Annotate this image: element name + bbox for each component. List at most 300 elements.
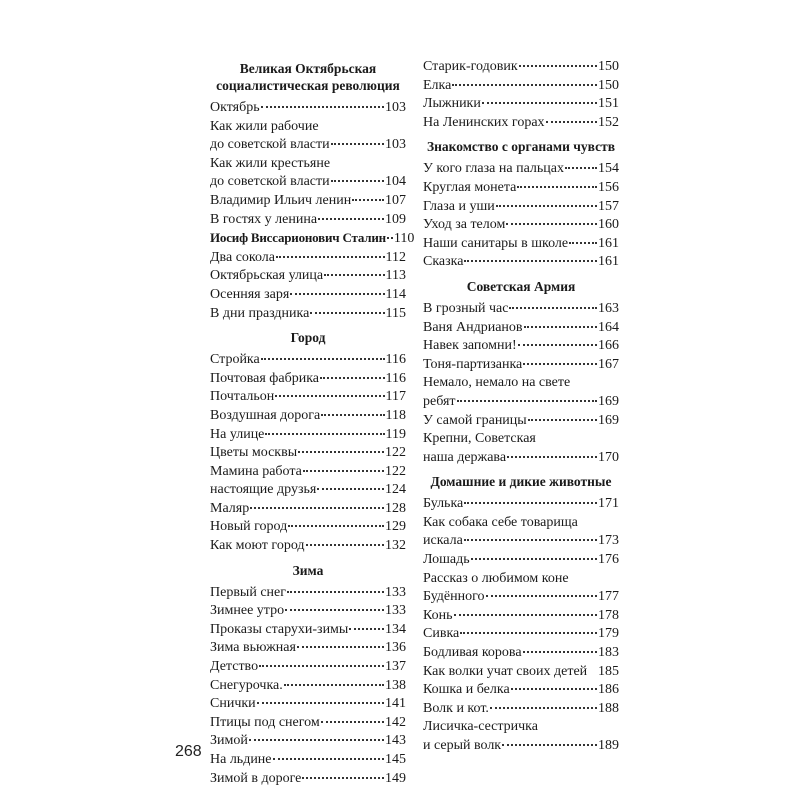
dot-leader — [464, 260, 597, 262]
entry-row — [210, 584, 406, 603]
entry-row — [423, 551, 619, 570]
dot-leader — [290, 293, 384, 295]
entry-page-number: 115 — [385, 305, 406, 321]
entry-title: Сказка — [423, 254, 464, 270]
entry-title: Новый город — [210, 519, 288, 535]
entry-row — [423, 95, 619, 114]
toc-entry — [423, 514, 619, 551]
entry-page-number: 116 — [385, 370, 406, 386]
entry-row — [423, 114, 619, 133]
dot-leader — [523, 651, 597, 653]
entry-title: Октябрь — [210, 100, 260, 115]
page-number: 268 — [175, 743, 202, 760]
toc-entry — [210, 621, 406, 640]
entry-row — [423, 644, 619, 663]
toc-entry — [423, 644, 619, 663]
dot-leader — [276, 256, 385, 258]
entry-title: искала — [423, 533, 463, 549]
entry-page-number: 160 — [598, 217, 619, 233]
dot-leader — [352, 199, 384, 201]
entry-row — [210, 211, 406, 230]
entry-page-number: 178 — [598, 607, 619, 623]
dot-leader — [324, 274, 384, 276]
entry-row — [210, 99, 406, 118]
toc-entry — [210, 99, 406, 118]
entry-row — [210, 658, 406, 677]
entry-title: В дни праздника — [210, 305, 310, 321]
entry-title: Почтовая фабрика — [210, 370, 320, 386]
entry-page-number: 129 — [385, 519, 406, 535]
dot-leader — [546, 121, 597, 123]
toc-entry — [423, 700, 619, 719]
entry-row — [423, 337, 619, 356]
entry-page-number: 177 — [598, 589, 619, 605]
toc-entry — [423, 77, 619, 96]
entry-row — [210, 192, 406, 211]
entry-title: настоящие друзья — [210, 482, 317, 498]
entry-title: В гостях у ленина — [210, 211, 318, 227]
dot-leader — [275, 395, 384, 397]
dot-leader — [288, 525, 384, 527]
dot-leader — [317, 488, 384, 490]
entry-title: Владимир Ильич ленин — [210, 192, 352, 208]
dot-leader — [249, 739, 384, 741]
dot-leader — [259, 665, 384, 667]
entry-row — [210, 770, 406, 789]
dot-leader — [523, 363, 597, 365]
entry-row — [210, 444, 406, 463]
dot-leader — [565, 167, 597, 169]
toc-entry — [210, 370, 406, 389]
section-heading: Домашние и дикие животные — [430, 474, 612, 490]
toc-entry — [210, 602, 406, 621]
entry-page-number: 183 — [598, 645, 619, 661]
toc-entry — [423, 718, 619, 755]
entry-page-number: 186 — [598, 682, 619, 698]
toc-entry — [210, 658, 406, 677]
entry-row — [423, 235, 619, 254]
entry-title: Лошадь — [423, 552, 470, 568]
entry-title: Конь — [423, 607, 453, 623]
toc-entry — [423, 551, 619, 570]
entry-title: Старик-годовик — [423, 59, 518, 74]
entry-page-number: 114 — [385, 286, 406, 302]
entry-title: ребят — [423, 393, 456, 409]
entry-row — [210, 286, 406, 305]
dot-leader — [302, 777, 384, 779]
entry-title: Первый снег — [210, 584, 286, 600]
entry-page-number: 138 — [385, 677, 406, 693]
entry-row — [210, 388, 406, 407]
entry-row — [210, 370, 406, 389]
entry-page-number: 188 — [598, 700, 619, 716]
toc-entry — [423, 253, 619, 272]
entry-page-number: 152 — [598, 114, 619, 130]
entry-row — [423, 77, 619, 96]
dot-leader — [273, 758, 384, 760]
entry-title: Зимой в дороге — [210, 770, 302, 786]
dot-leader — [509, 307, 597, 309]
entry-page-number: 113 — [385, 268, 406, 284]
entry-row — [423, 588, 619, 607]
entry-title-line1: Немало, немало на свете — [423, 375, 571, 391]
entry-page-number: 119 — [385, 426, 406, 442]
toc-entry — [423, 198, 619, 217]
dot-leader — [261, 106, 384, 108]
toc-entry — [423, 412, 619, 431]
entry-title: Мамина работа — [210, 463, 302, 479]
entry-page-number: 164 — [598, 319, 619, 335]
dot-leader — [518, 344, 597, 346]
entry-page-number: 163 — [598, 300, 619, 316]
dot-leader — [464, 539, 597, 541]
entry-title: В грозный час — [423, 300, 509, 316]
dot-leader — [524, 326, 597, 328]
entry-title: Зима вьюжная — [210, 640, 296, 656]
entry-title: Зимнее утро — [210, 603, 285, 619]
entry-title: Уход за телом — [423, 217, 506, 233]
toc-entry — [210, 267, 406, 286]
toc-entry — [210, 500, 406, 519]
entry-page-number: 149 — [385, 770, 406, 786]
toc-entry — [210, 407, 406, 426]
entry-page-number: 132 — [385, 538, 406, 554]
dot-leader — [502, 744, 597, 746]
entry-title: Проказы старухи-зимы — [210, 621, 349, 637]
entry-row — [210, 695, 406, 714]
entry-page-number: 116 — [385, 352, 406, 368]
entry-title: На льдине — [210, 752, 272, 767]
toc-entry — [210, 444, 406, 463]
dot-leader — [387, 237, 393, 239]
entry-row — [210, 677, 406, 696]
toc-entry — [210, 770, 406, 789]
entry-row — [210, 537, 406, 556]
toc-entry — [423, 337, 619, 356]
entry-row — [210, 407, 406, 426]
entry-row — [423, 179, 619, 198]
entry-row — [210, 481, 406, 500]
dot-leader — [528, 419, 597, 421]
toc-entry — [423, 681, 619, 700]
entry-title-line1: Как жили рабочие — [210, 118, 319, 134]
dot-leader — [349, 628, 384, 630]
toc-entry — [210, 426, 406, 445]
entry-page-number: 189 — [598, 738, 619, 753]
section-heading: Великая Октябрьская социалистическая революция — [216, 61, 400, 93]
entry-title: Осенняя заря — [210, 286, 290, 302]
toc-left-column — [210, 58, 415, 788]
entry-page-number: 137 — [385, 659, 406, 675]
entry-title: Два сокола — [210, 249, 276, 265]
toc-entry — [210, 677, 406, 696]
entry-page-number: 166 — [598, 338, 619, 354]
entry-row — [210, 639, 406, 658]
entry-row — [210, 732, 406, 751]
entry-row — [423, 319, 619, 338]
entry-page-number: 142 — [385, 714, 406, 730]
dot-leader — [287, 591, 384, 593]
entry-title: Глаза и уши — [423, 198, 495, 214]
entry-row — [423, 737, 619, 756]
dot-leader — [506, 223, 597, 225]
dot-leader — [257, 702, 384, 704]
entry-title: Снегурочка. — [210, 677, 283, 693]
entry-page-number: 122 — [385, 445, 406, 461]
dot-leader — [284, 684, 384, 686]
dot-leader — [519, 65, 597, 67]
dot-leader — [496, 205, 597, 207]
dot-leader — [482, 102, 597, 104]
dot-leader — [471, 558, 597, 560]
entry-page-number: 157 — [598, 198, 619, 214]
entry-page-number: 171 — [598, 496, 619, 512]
entry-page-number: 154 — [598, 161, 619, 177]
entry-title: Тоня-партизанка — [423, 356, 523, 372]
entry-page-number: 173 — [598, 533, 619, 549]
entry-row — [423, 253, 619, 272]
entry-title-line1: Как собака себе товарища — [423, 514, 578, 530]
entry-title: Будённого — [423, 589, 485, 605]
entry-title: Бодливая корова — [423, 645, 522, 661]
entry-title: Как волки учат своих детей — [423, 663, 588, 679]
entry-title-line1: Рассказ о любимом коне — [423, 570, 569, 586]
entry-page-number: 136 — [385, 640, 406, 656]
dot-leader — [331, 143, 384, 145]
entry-title: Лыжники — [423, 96, 481, 112]
toc-entry — [423, 570, 619, 607]
dot-leader — [321, 721, 384, 723]
entry-row — [423, 607, 619, 626]
dot-leader — [321, 414, 384, 416]
toc-entry — [210, 518, 406, 537]
entry-page-number: 133 — [385, 584, 406, 600]
toc-entry — [210, 584, 406, 603]
dot-leader — [331, 180, 384, 182]
section-heading: Зима — [292, 562, 324, 578]
entry-title-line1: Лисичка-сестричка — [423, 719, 538, 735]
section-heading: Город — [290, 330, 326, 346]
entry-title: Волк и кот. — [423, 700, 489, 716]
entry-title: до советской власти — [210, 174, 330, 190]
entry-title-line1: Как жили крестьяне — [210, 155, 331, 171]
toc-entry — [423, 114, 619, 133]
entry-row — [423, 625, 619, 644]
entry-page-number: 167 — [598, 356, 619, 372]
entry-title: Навек запомни! — [423, 338, 517, 354]
entry-title: У самой границы — [423, 412, 527, 428]
entry-row — [210, 267, 406, 286]
entry-title: Зимой — [210, 733, 248, 749]
entry-row — [423, 412, 619, 431]
entry-page-number: 109 — [385, 211, 406, 227]
entry-row — [423, 198, 619, 217]
entry-page-number: 117 — [385, 389, 406, 405]
entry-row — [423, 160, 619, 179]
entry-page-number: 103 — [385, 137, 406, 153]
entry-title: Стройка — [210, 352, 260, 368]
entry-page-number: 185 — [598, 663, 619, 679]
dot-leader — [464, 502, 597, 504]
entry-title: до советской власти — [210, 137, 330, 153]
toc-entry — [423, 300, 619, 319]
entry-page-number: 176 — [598, 552, 619, 568]
dot-leader — [490, 707, 597, 709]
entry-page-number: 141 — [385, 696, 406, 712]
entry-title: На Ленинских горах — [423, 114, 545, 130]
dot-leader — [261, 358, 385, 360]
toc-entry — [423, 663, 619, 682]
dot-leader — [569, 242, 597, 244]
entry-page-number: 156 — [598, 179, 619, 195]
entry-row — [423, 700, 619, 719]
entry-title: Иосиф Виссарионович Сталин — [210, 230, 386, 246]
toc-entry — [210, 388, 406, 407]
entry-title: и серый волк — [423, 738, 502, 753]
toc-entry — [210, 463, 406, 482]
entry-page-number: 143 — [385, 733, 406, 749]
entry-row — [210, 751, 406, 770]
section-heading: Знакомство с органами чувств — [426, 139, 615, 155]
toc-entry — [423, 430, 619, 467]
entry-title: Снички — [210, 696, 256, 712]
entry-page-number: 122 — [385, 463, 406, 479]
entry-title: наша держава — [423, 449, 507, 465]
entry-row — [210, 500, 406, 519]
toc-entry — [210, 229, 415, 249]
toc-entry — [423, 356, 619, 375]
dot-leader — [303, 470, 384, 472]
dot-leader — [320, 377, 385, 379]
entry-page-number: 150 — [598, 59, 619, 74]
entry-page-number: 150 — [598, 77, 619, 93]
entry-title: Круглая монета — [423, 179, 517, 195]
toc-entry — [423, 374, 619, 411]
toc-entry — [423, 95, 619, 114]
entry-title: Цветы москвы — [210, 445, 298, 461]
entry-title: Птицы под снегом — [210, 714, 320, 730]
entry-row — [423, 495, 619, 514]
entry-title: Булька — [423, 496, 464, 512]
entry-row — [423, 681, 619, 700]
dot-leader — [306, 544, 384, 546]
entry-page-number: 169 — [598, 412, 619, 428]
entry-title: Кошка и белка — [423, 682, 510, 698]
toc-entry — [423, 495, 619, 514]
entry-title: Воздушная дорога — [210, 407, 321, 423]
entry-title: Как моют город — [210, 538, 305, 554]
dot-leader — [517, 186, 597, 188]
entry-title: На улице — [210, 426, 265, 442]
entry-page-number: 118 — [385, 407, 406, 423]
entry-row — [210, 173, 406, 192]
dot-leader — [486, 595, 597, 597]
entry-row — [423, 532, 619, 551]
entry-page-number: 103 — [385, 100, 406, 115]
toc-entry — [210, 537, 406, 556]
dot-leader — [250, 507, 384, 509]
entry-title-line1: Крепни, Советская — [423, 431, 536, 447]
toc-entry — [423, 216, 619, 235]
dot-leader — [285, 609, 384, 611]
entry-title: У кого глаза на пальцах — [423, 161, 564, 177]
toc-entry — [423, 179, 619, 198]
entry-page-number: 161 — [598, 235, 619, 251]
entry-row — [210, 463, 406, 482]
toc-right-column — [423, 58, 619, 756]
entry-page-number: 170 — [598, 449, 619, 465]
toc-entry — [423, 625, 619, 644]
toc-entry — [423, 607, 619, 626]
entry-row — [423, 449, 619, 468]
toc-entry — [210, 714, 406, 733]
entry-row — [210, 249, 406, 268]
entry-page-number: 124 — [385, 482, 406, 498]
dot-leader — [452, 84, 597, 86]
entry-row — [423, 58, 619, 77]
entry-row — [210, 351, 406, 370]
dot-leader — [457, 400, 597, 402]
dot-leader — [298, 451, 384, 453]
entry-row — [210, 305, 406, 324]
entry-row — [210, 136, 406, 155]
entry-title: Елка — [423, 77, 452, 93]
dot-leader — [310, 312, 384, 314]
toc-entry — [423, 235, 619, 254]
toc-entry — [210, 732, 406, 751]
entry-row — [423, 356, 619, 375]
toc-entry — [210, 481, 406, 500]
entry-row — [210, 602, 406, 621]
dot-leader — [454, 614, 597, 616]
entry-row — [210, 229, 415, 249]
toc-entry — [210, 351, 406, 370]
entry-page-number: 107 — [385, 192, 406, 208]
entry-row — [210, 426, 406, 445]
entry-title: Детство — [210, 659, 259, 675]
section-heading: Советская Армия — [466, 278, 576, 294]
entry-title: Почтальон — [210, 389, 275, 405]
entry-title: Маляр — [210, 500, 250, 516]
dot-leader — [460, 632, 597, 634]
entry-row — [423, 300, 619, 319]
entry-page-number: 151 — [598, 96, 619, 112]
entry-page-number: 110 — [393, 231, 415, 247]
toc-entry — [423, 319, 619, 338]
entry-page-number: 169 — [598, 393, 619, 409]
entry-page-number: 145 — [385, 752, 406, 767]
toc-entry — [210, 211, 406, 230]
entry-row — [423, 393, 619, 412]
entry-row — [210, 621, 406, 640]
toc-entry — [423, 58, 619, 77]
entry-title: Октябрьская улица — [210, 268, 324, 284]
entry-title: Сивка — [423, 626, 460, 642]
dot-leader — [507, 456, 597, 458]
entry-page-number: 179 — [598, 626, 619, 642]
dot-leader — [318, 218, 384, 220]
entry-page-number: 128 — [385, 500, 406, 516]
entry-page-number: 161 — [598, 254, 619, 270]
entry-page-number: 133 — [385, 603, 406, 619]
entry-row — [210, 518, 406, 537]
entry-title: Наши санитары в школе — [423, 235, 569, 251]
entry-row — [423, 663, 619, 682]
dot-leader — [265, 433, 384, 435]
toc-entry — [210, 155, 406, 192]
toc-entry — [210, 192, 406, 211]
toc-entry — [210, 118, 406, 155]
